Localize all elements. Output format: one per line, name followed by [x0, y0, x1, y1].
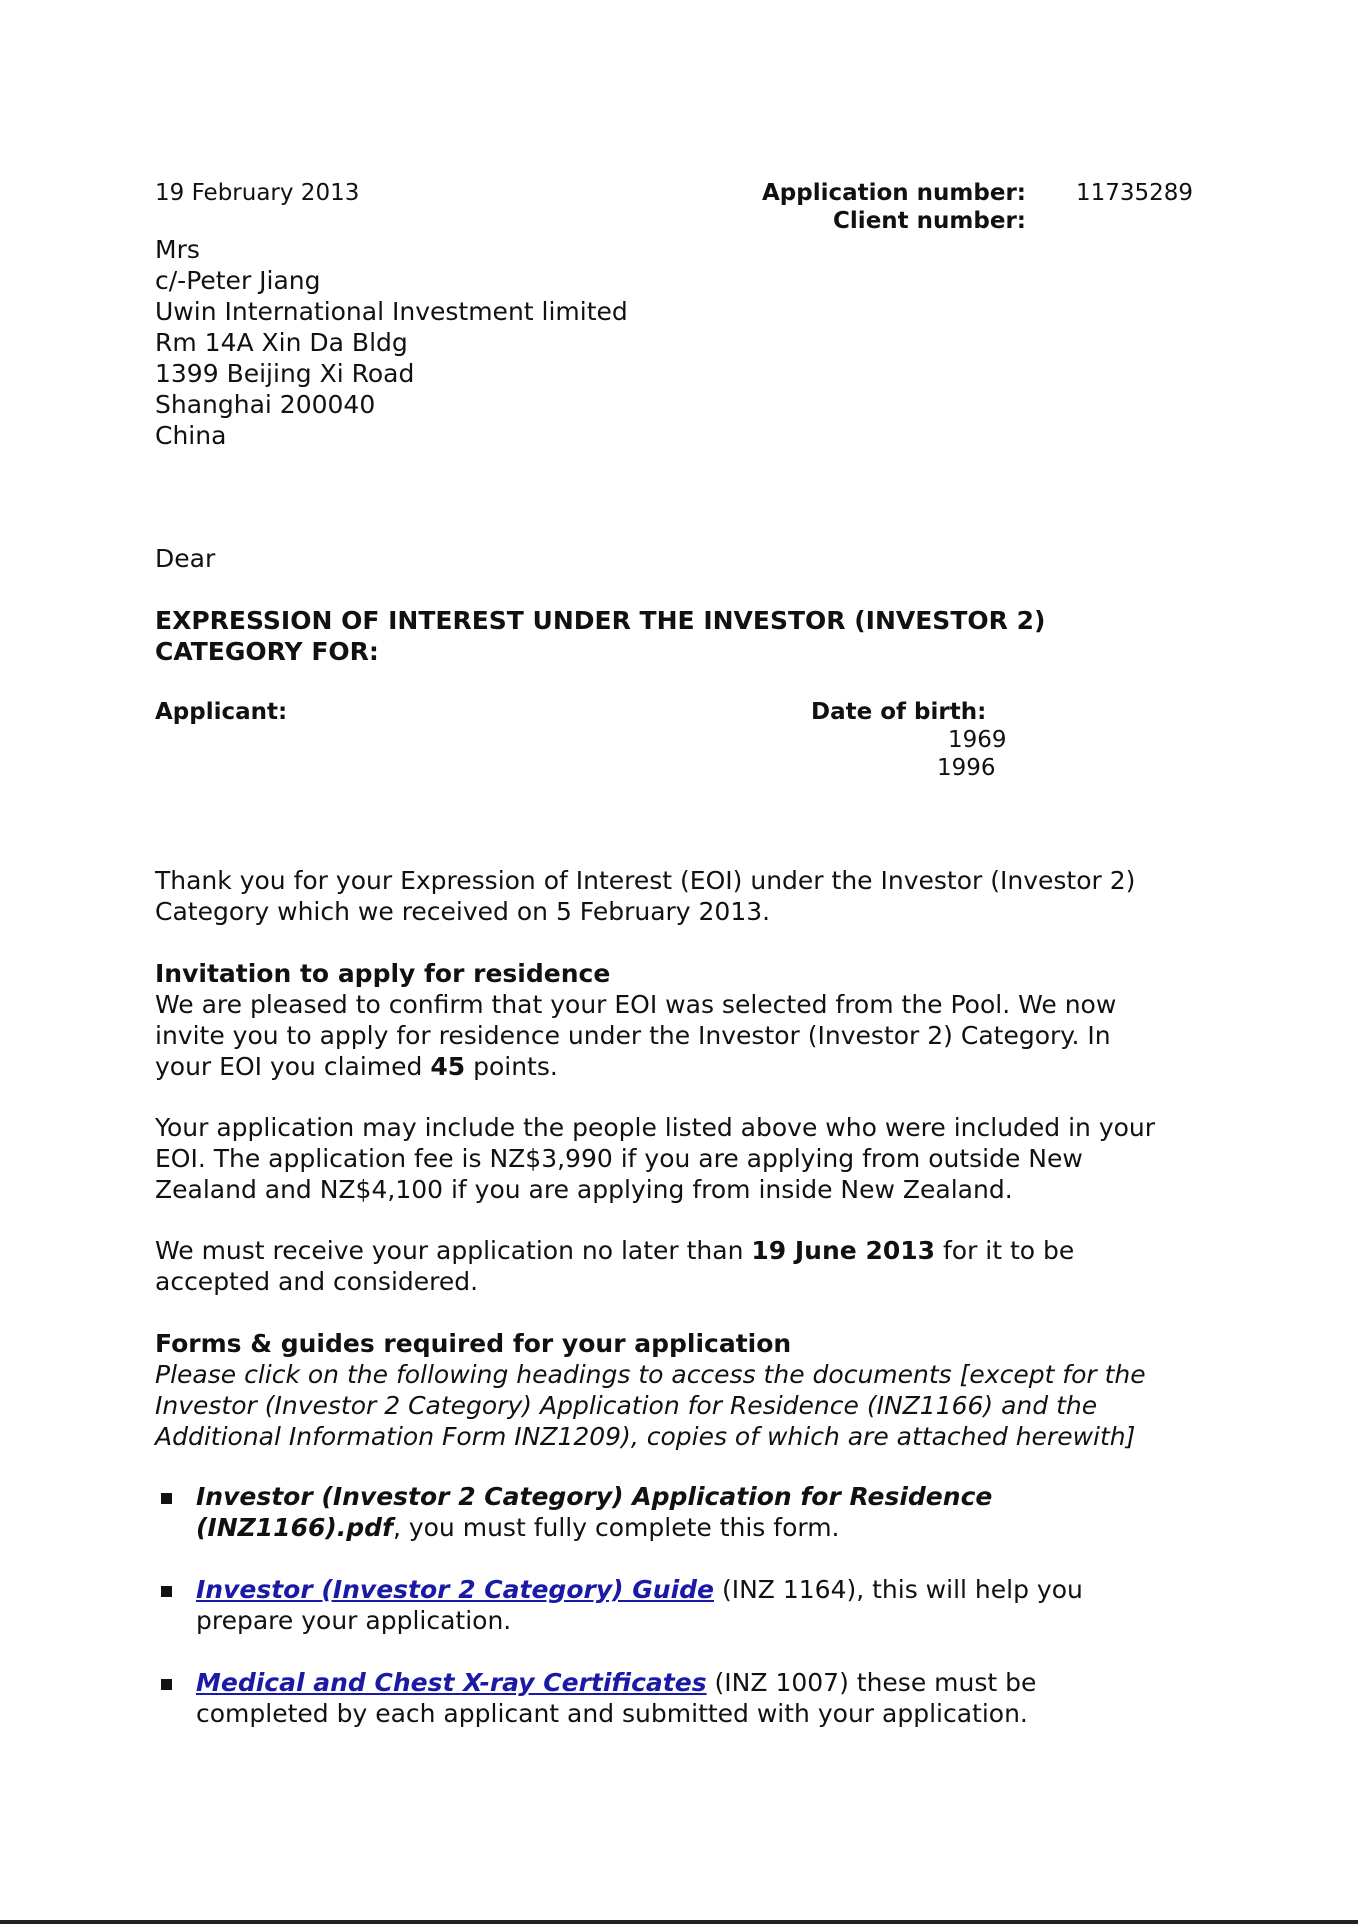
- form-item-line: [196, 1512, 992, 1543]
- letter-date: 19 February 2013: [155, 180, 360, 206]
- fees-line: EOI. The application fee is NZ$3,990 if you are applying from outside New: [155, 1144, 1083, 1173]
- invitation-line: We are pleased to confirm that your EOI was selected from the Pool. We now: [155, 990, 1117, 1019]
- bullet-icon: [161, 1679, 172, 1690]
- deadline-line: accepted and considered.: [155, 1267, 479, 1296]
- dob-value: 1969: [948, 727, 1007, 753]
- form-item-line: [196, 1574, 1083, 1605]
- address-line: 1399 Beijing Xi Road: [155, 359, 415, 388]
- deadline-line: [155, 1235, 1074, 1266]
- page-bottom-rule: [0, 1920, 1358, 1924]
- points-prefix: your EOI you claimed: [155, 1052, 431, 1081]
- intro-paragraph: [155, 865, 1135, 927]
- form-item-guide: [196, 1574, 1083, 1636]
- fees-paragraph: [155, 1112, 1155, 1205]
- form-item-line: prepare your application.: [196, 1606, 512, 1635]
- invitation-line: invite you to apply for residence under the Investor (Investor 2) Category. In: [155, 1021, 1111, 1050]
- form-item-medical: [196, 1667, 1036, 1729]
- form-item-application: [196, 1481, 992, 1543]
- address-line: Uwin International Investment limited: [155, 297, 628, 326]
- form-item-line: [196, 1667, 1036, 1698]
- applicant-label: Applicant:: [155, 699, 288, 725]
- medical-link[interactable]: Medical and Chest X-ray Certificates: [196, 1668, 707, 1697]
- client-number-label: Client number:: [833, 208, 1026, 234]
- fees-line: Zealand and NZ$4,100 if you are applying from inside New Zealand.: [155, 1175, 1013, 1204]
- address-line: Mrs: [155, 235, 200, 264]
- form-item-desc: (INZ 1007) these must be: [706, 1668, 1037, 1697]
- deadline-paragraph: [155, 1235, 1074, 1297]
- subject-line-2: CATEGORY FOR:: [155, 637, 379, 666]
- forms-note-line: Investor (Investor 2 Category) Application for Residence (INZ1166) and the: [155, 1391, 1098, 1420]
- subject-line-1: EXPRESSION OF INTEREST UNDER THE INVESTOR (INVESTOR 2): [155, 606, 1046, 635]
- forms-section: [155, 1328, 1146, 1452]
- form-item-desc: (INZ 1164), this will help you: [714, 1575, 1083, 1604]
- address-line: Shanghai 200040: [155, 390, 376, 419]
- intro-line: Thank you for your Expression of Interest (EOI) under the Investor (Investor 2): [155, 866, 1136, 895]
- intro-line: Category which we received on 5 February 2013.: [155, 897, 771, 926]
- application-number-value: 11735289: [1076, 180, 1194, 206]
- forms-note-line: Additional Information Form INZ1209), copies of which are attached herewith]: [155, 1422, 1136, 1451]
- recipient-address: [155, 234, 628, 451]
- bullet-icon: [161, 1493, 172, 1504]
- dob-label: Date of birth:: [811, 699, 987, 725]
- points-value: 45: [430, 1052, 466, 1081]
- address-line: China: [155, 421, 227, 450]
- salutation: Dear: [155, 544, 216, 573]
- address-line: c/-Peter Jiang: [155, 266, 321, 295]
- forms-note-line: Please click on the following headings to access the documents [except for the: [155, 1360, 1146, 1389]
- application-number-label: Application number:: [761, 180, 1026, 206]
- address-line: Rm 14A Xin Da Bldg: [155, 328, 408, 357]
- fees-line: Your application may include the people listed above who were included in your: [155, 1113, 1156, 1142]
- invitation-section: [155, 958, 1116, 1082]
- deadline-date: 19 June 2013: [751, 1236, 936, 1265]
- form-item-line: completed by each applicant and submitted with your application.: [196, 1699, 1028, 1728]
- invitation-line: [155, 1051, 1116, 1082]
- guide-link[interactable]: Investor (Investor 2 Category) Guide: [196, 1575, 714, 1604]
- invitation-heading: Invitation to apply for residence: [155, 959, 611, 988]
- form-item-desc: , you must fully complete this form.: [392, 1513, 840, 1542]
- dob-value: 1996: [937, 755, 996, 781]
- forms-heading: Forms & guides required for your application: [155, 1329, 792, 1358]
- form-item-title: (INZ1166).pdf: [196, 1513, 393, 1542]
- form-item-title: Investor (Investor 2 Category) Application for Residence: [196, 1482, 993, 1511]
- deadline-suffix: for it to be: [935, 1236, 1075, 1265]
- points-suffix: points.: [465, 1052, 558, 1081]
- deadline-prefix: We must receive your application no later than: [155, 1236, 752, 1265]
- bullet-icon: [161, 1586, 172, 1597]
